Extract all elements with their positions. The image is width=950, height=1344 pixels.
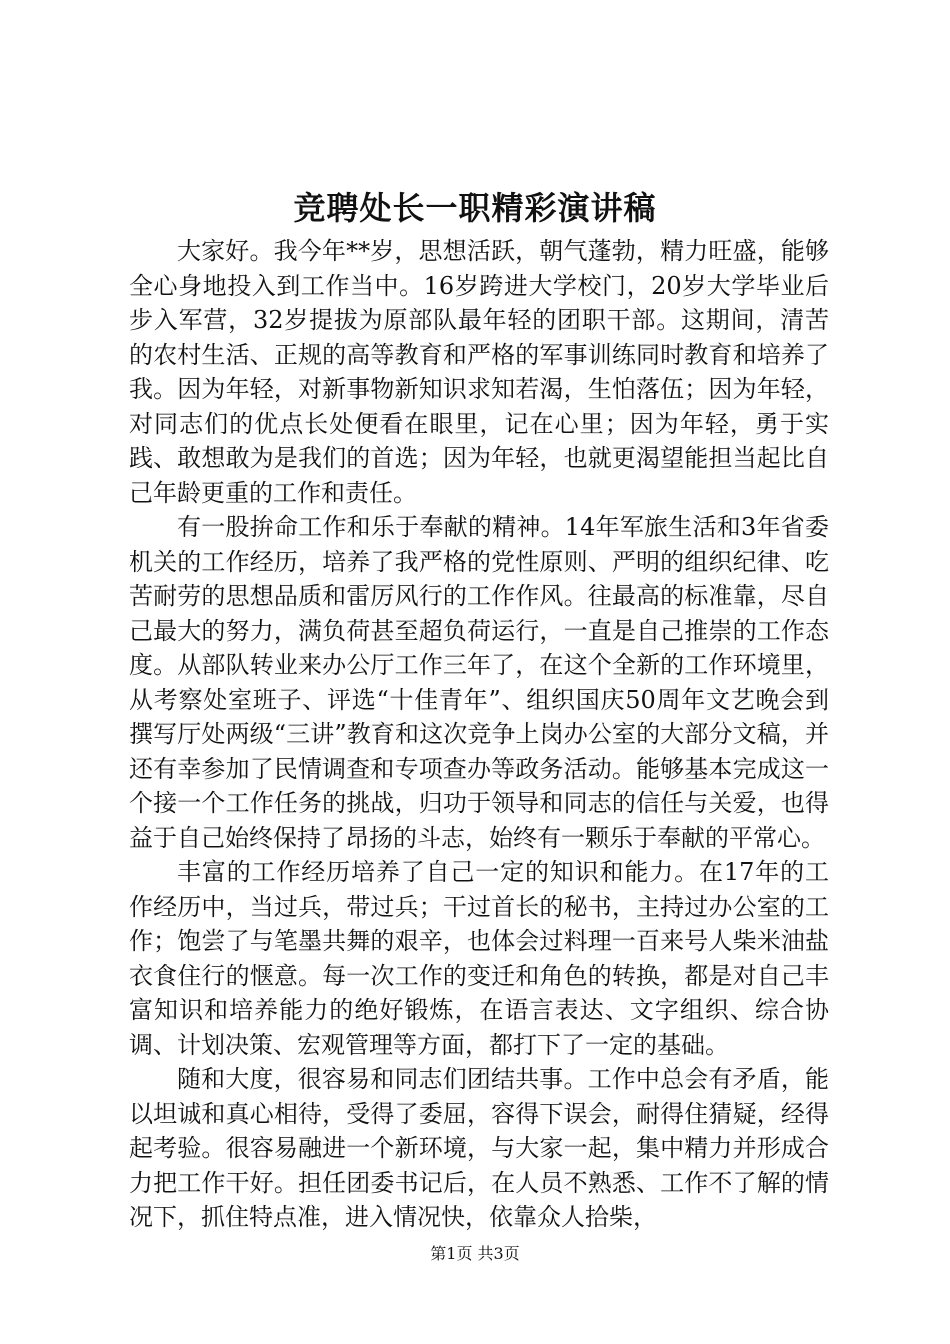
document-title: 竞聘处长一职精彩演讲稿 (293, 189, 657, 227)
document-body (129, 234, 829, 1235)
page-number-footer: 第1页 共3页 (430, 1244, 520, 1263)
paragraph-1: 大家好。我今年**岁，思想活跃，朝气蓬勃，精力旺盛，能够全心身地投入到工作当中。16岁跨进大学校门，20岁大学毕业后步入军营，32岁提拔为原部队最年轻的团职干部。这期间，清苦的农村生活、正规的高等教育和严格的军事训练同时教育和培养了我。因为年轻，对新事物新知识求知若渴，生怕落伍；因为年轻，对同志们的优点长处便看在眼里，记在心里；因为年轻，勇于实践、敢想敢为是我们的首选；因为年轻，也就更渴望能担当起比自己年龄更重的工作和责任。 (129, 237, 829, 507)
paragraph-3: 丰富的工作经历培养了自己一定的知识和能力。在17年的工作经历中，当过兵，带过兵；干过首长的秘书，主持过办公室的工作；饱尝了与笔墨共舞的艰辛，也体会过料理一百来号人柴米油盐衣食住行的惬意。每一次工作的变迁和角色的转换，都是对自己丰富知识和培养能力的绝好锻炼，在语言表达、文字组织、综合协调、计划决策、宏观管理等方面，都打下了一定的基础。 (129, 858, 829, 1059)
paragraph-2: 有一股拚命工作和乐于奉献的精神。14年军旅生活和3年省委机关的工作经历，培养了我严格的党性原则、严明的组织纪律、吃苦耐劳的思想品质和雷厉风行的工作作风。往最高的标准靠，尽自己最大的努力，满负荷甚至超负荷运行，一直是自己推崇的工作态度。从部队转业来办公厅工作三年了，在这个全新的工作环境里，从考察处室班子、评选“十佳青年”、组织国庆50周年文艺晚会到撰写厅处两级“三讲”教育和这次竞争上岗办公室的大部分文稿，并还有幸参加了民情调查和专项查办等政务活动。能够基本完成这一个接一个工作任务的挑战，归功于领导和同志的信任与关爱，也得益于自己始终保持了昂扬的斗志，始终有一颗乐于奉献的平常心。 (129, 513, 829, 852)
paragraph-4: 随和大度，很容易和同志们团结共事。工作中总会有矛盾，能以坦诚和真心相待，受得了委屈，容得下误会，耐得住猜疑，经得起考验。很容易融进一个新环境，与大家一起，集中精力并形成合力把工作干好。担任团委书记后，在人员不熟悉、工作不了解的情况下，抓住特点准，进入情况快，依靠众人拾柴， (129, 1065, 829, 1231)
